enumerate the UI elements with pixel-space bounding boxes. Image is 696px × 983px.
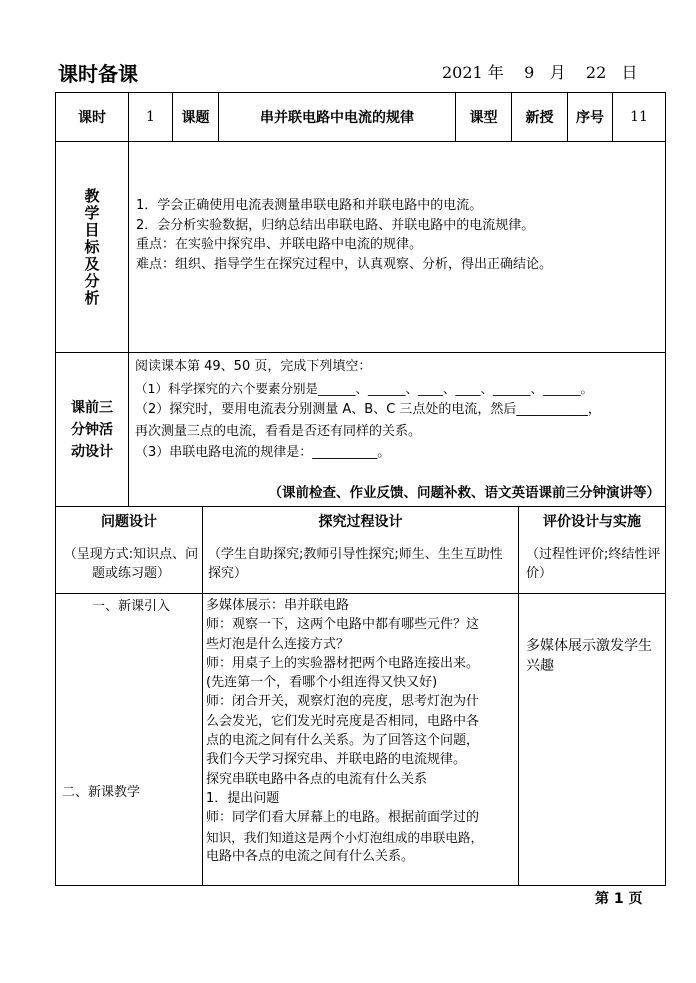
process-line: 探究串联电路中各点的电流有什么关系 xyxy=(206,771,428,787)
process-line: (先连第一个，看哪个小组连得又快又好) xyxy=(206,675,438,691)
process-line: 我们今天学习探究串、并联电路的电流规律。 xyxy=(206,752,467,768)
evaluation-text: 多媒体展示激发学生兴趣 xyxy=(526,638,652,674)
pre-note: （课前检查、作业反馈、问题补救、语文英语课前三分钟演讲等） xyxy=(268,485,660,501)
xuhao-value: 11 xyxy=(630,109,648,125)
col1-sub: （呈现方式:知识点、问题或练习题） xyxy=(63,547,199,581)
keti-label: 课题 xyxy=(181,110,210,126)
process-line: 点的电流之间有什么关系。为了回答这个问题， xyxy=(206,733,480,749)
col3-title: 评价设计与实施 xyxy=(543,514,641,530)
goals-label: 教学目标及分析 xyxy=(82,187,101,307)
process-line: 1．提出问题 xyxy=(206,790,280,806)
pre-label-line: 分钟活 xyxy=(71,421,113,438)
col2-sub: （学生自助探究;教师引导性探究;师生、生生互助性探究） xyxy=(208,547,503,581)
col3-sub: （过程性评价;终结性评价） xyxy=(526,547,661,581)
process-line: 知识，我们知道这是两个小灯泡组成的串联电路， xyxy=(206,829,484,845)
pre-line: （2）探究时，要用电流表分别测量 A、B、C 三点处的电流，然后___________， xyxy=(135,402,601,417)
pre-label-line: 课前三 xyxy=(71,399,113,416)
pre-line: 阅读课本第 49、50 页，完成下列填空： xyxy=(135,359,372,374)
process-line: 多媒体展示：串并联电路 xyxy=(206,598,350,613)
xuhao-label: 序号 xyxy=(576,110,604,126)
process-line: 些灯泡是什么连接方式？ xyxy=(206,636,350,652)
goal-line: 2．会分析实验数据，归纳总结出串联电路、并联电路中的电流规律。 xyxy=(136,217,535,233)
page-title: 课时备课 xyxy=(58,62,138,86)
keshi-label: 课时 xyxy=(78,110,106,126)
goals-text xyxy=(136,196,661,274)
page-number: 第 1 页 xyxy=(595,891,643,907)
pre-label-line: 动设计 xyxy=(71,443,113,460)
pre-text xyxy=(135,356,663,464)
section-teaching: 二、新课教学 xyxy=(62,785,141,800)
process-line: 么会发光，它们发光时亮度是否相同，电路中各 xyxy=(206,713,480,729)
pre-line: （3）串联电路电流的规律是：__________。 xyxy=(135,445,391,460)
pre-line: 再次测量三点的电流，看看是否还有同样的关系。 xyxy=(135,423,422,439)
pre-label xyxy=(56,353,128,506)
keti-value: 串并联电路中电流的规律 xyxy=(260,110,414,126)
col1-title: 问题设计 xyxy=(101,514,157,530)
process-line: 电路中各点的电流之间有什么关系。 xyxy=(206,848,415,864)
pre-line: （1）科学探究的六个要素分别是______、______、____、____、______、______。 xyxy=(135,380,593,396)
col2-title: 探究过程设计 xyxy=(318,514,403,530)
process-line: 师：观察一下，这两个电路中都有哪些元件？这 xyxy=(206,617,480,633)
date: 2021 年 9 月 22 日 xyxy=(442,63,638,82)
kexing-value: 新授 xyxy=(525,110,554,126)
process-line: 师：同学们看大屏幕上的电路。根据前面学过的 xyxy=(206,810,480,826)
kexing-label: 课型 xyxy=(469,110,498,126)
keshi-value: 1 xyxy=(146,109,155,125)
process-line: 师：用桌子上的实验器材把两个电路连接出来。 xyxy=(206,655,480,671)
goals-label-cell xyxy=(56,142,128,352)
section-intro: 一、新课引入 xyxy=(92,599,171,614)
goal-line: 难点：组织、指导学生在探究过程中，认真观察、分析，得出正确结论。 xyxy=(136,256,553,272)
goal-line: 重点：在实验中探究串、并联电路中电流的规律。 xyxy=(136,237,423,252)
process-text xyxy=(206,596,516,866)
process-line: 师：闭合开关，观察灯泡的亮度，思考灯泡为什 xyxy=(206,694,480,710)
goal-line: 1．学会正确使用电流表测量串联电路和并联电路中的电流。 xyxy=(136,198,483,213)
